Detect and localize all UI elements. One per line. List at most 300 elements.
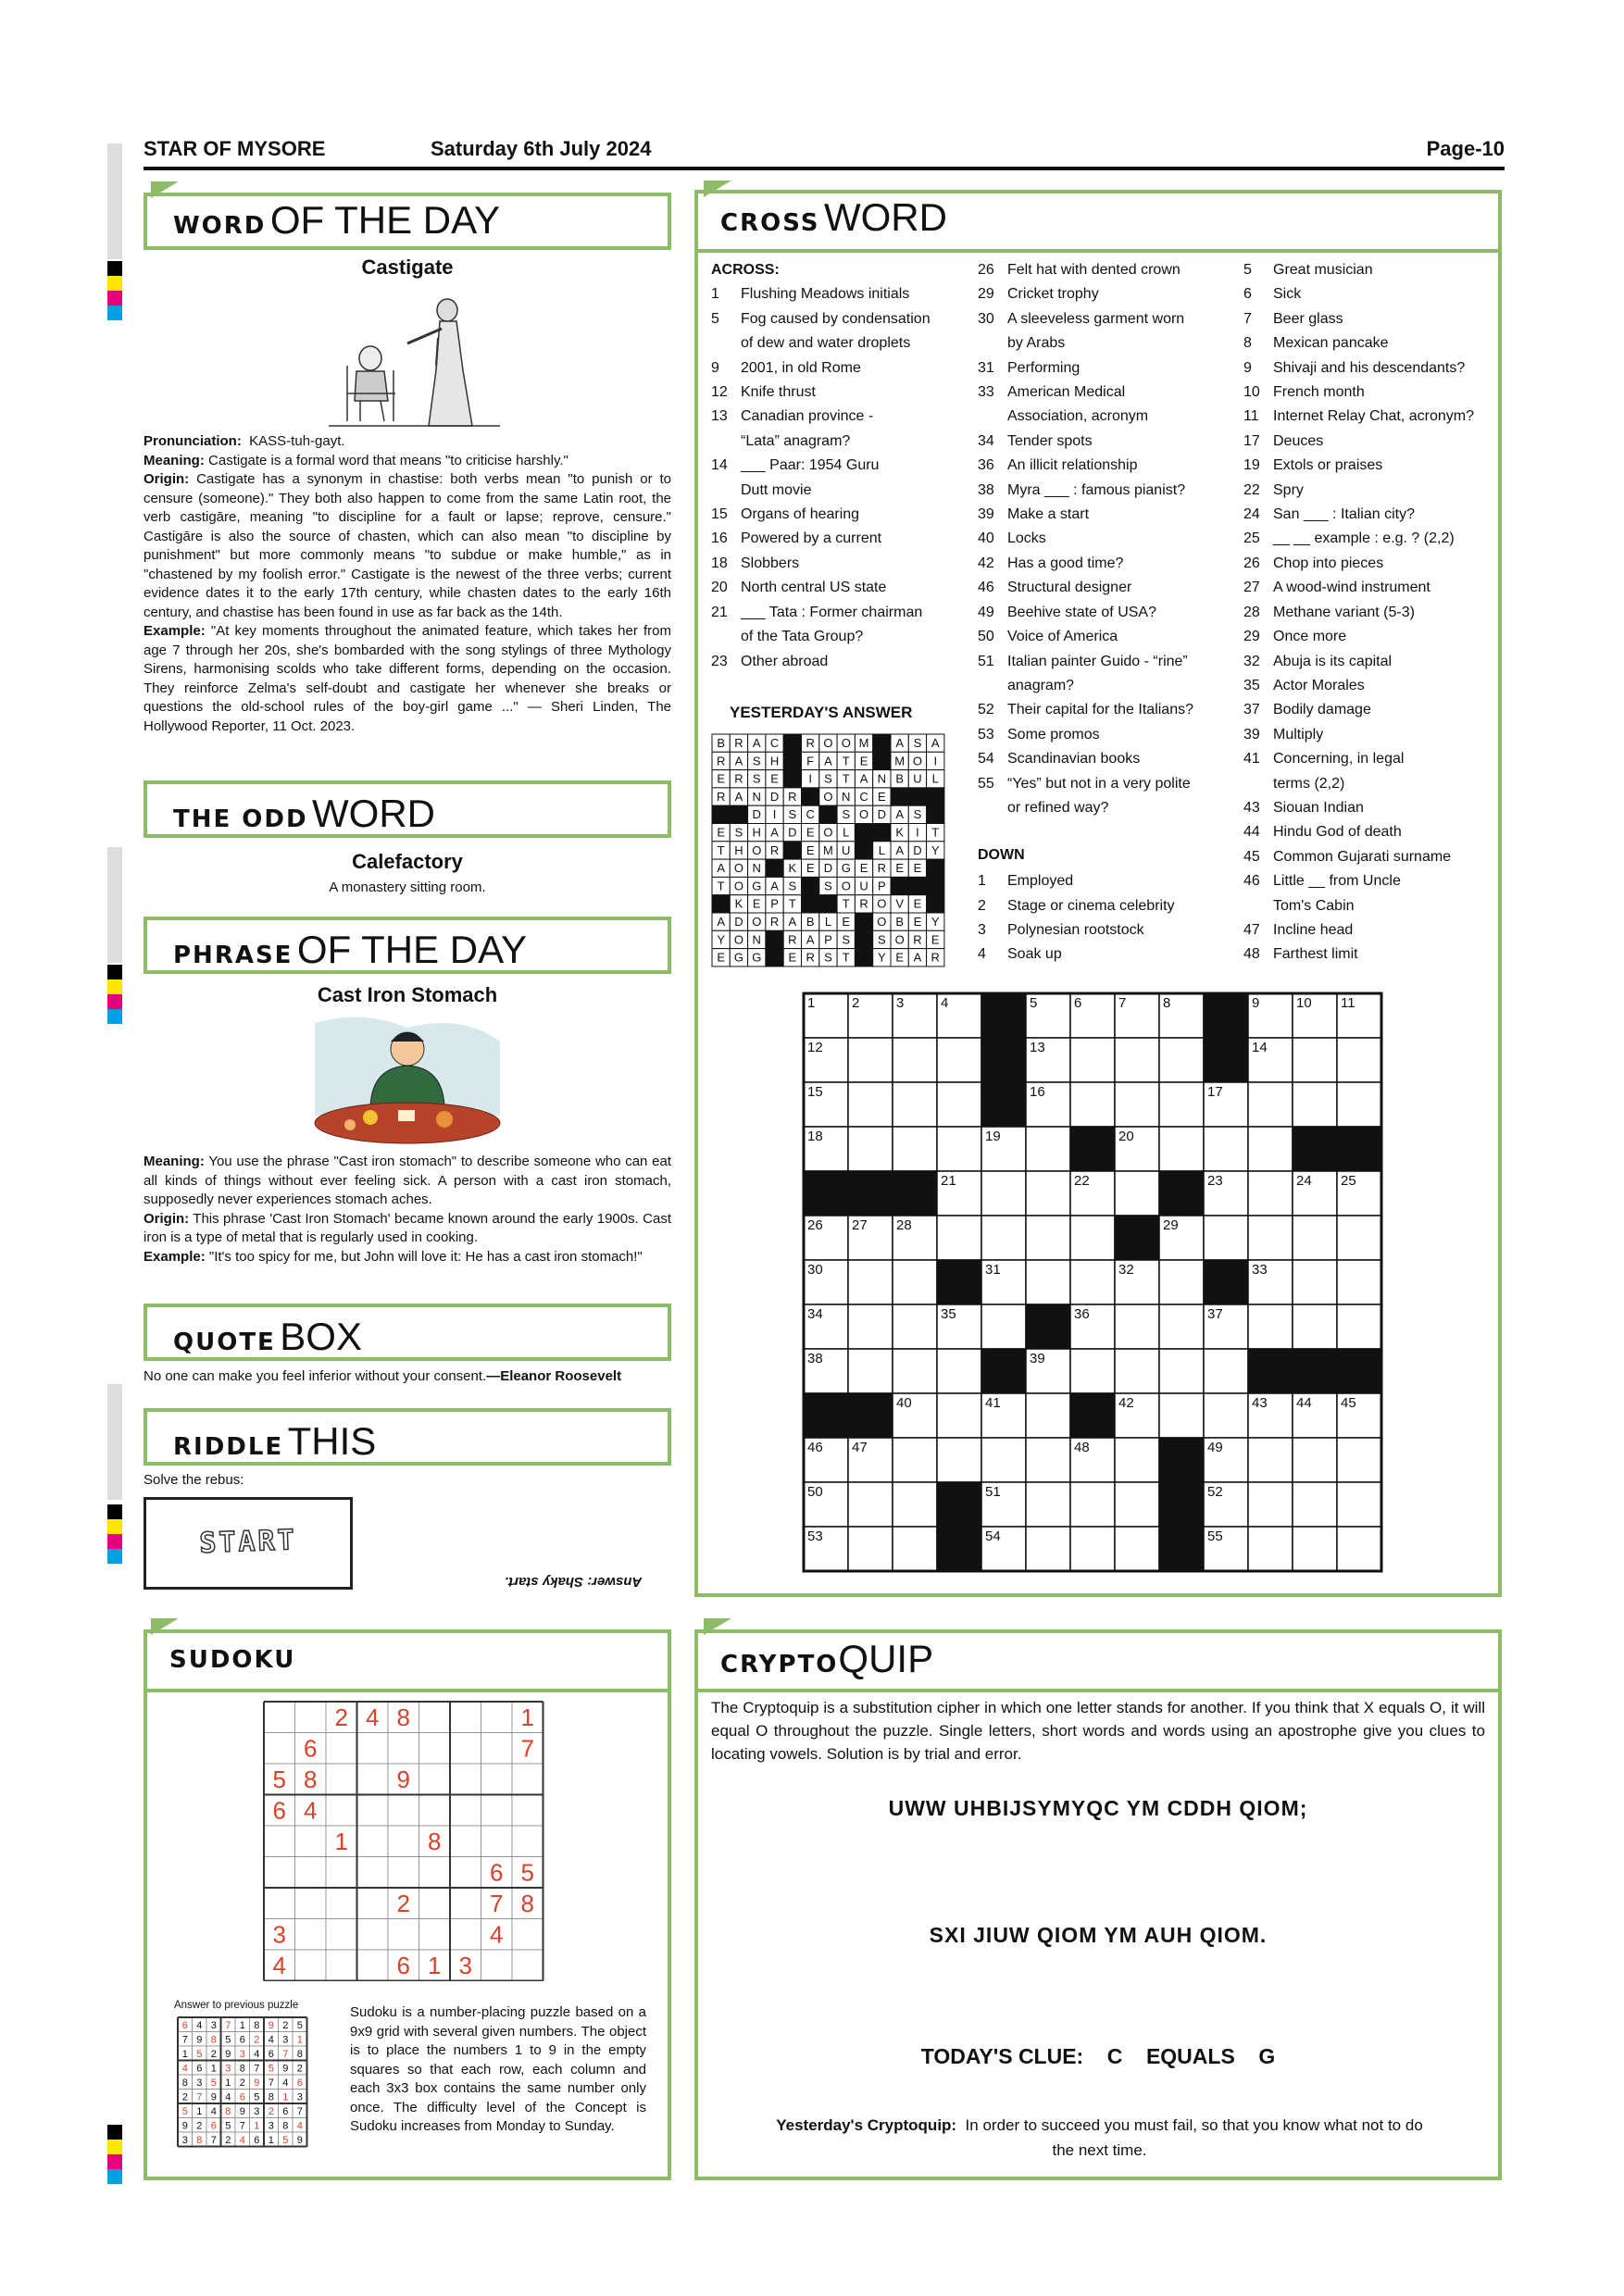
- clue-number: 26: [978, 262, 994, 278]
- meaning: Castigate is a formal word that means "to criticise harshly.": [208, 452, 568, 468]
- sudoku-digit: 7: [181, 2034, 188, 2046]
- crossword-cell[interactable]: [1204, 1393, 1248, 1438]
- crossword-cell[interactable]: [1070, 1216, 1115, 1260]
- crossword-cell[interactable]: [1115, 1171, 1159, 1216]
- crossword-cell[interactable]: [1337, 1038, 1381, 1082]
- crossword-cell[interactable]: [1204, 1216, 1248, 1260]
- clue-mixed: [978, 747, 1246, 771]
- cell-number: 5: [1030, 995, 1038, 1011]
- clue-text: Sick: [1273, 286, 1302, 303]
- sudoku-digit: 8: [196, 2135, 203, 2146]
- clue-number: 52: [978, 702, 994, 718]
- section-title-a: CROSS: [720, 209, 820, 237]
- crossword-cell[interactable]: [1248, 1304, 1293, 1349]
- sudoku-digit: 4: [196, 2020, 203, 2031]
- sudoku-digit: 6: [181, 2020, 188, 2031]
- crossword-cell[interactable]: [981, 1438, 1026, 1482]
- down-heading: DOWN: [978, 847, 1025, 863]
- answer-letter: O: [752, 915, 762, 929]
- answer-letter: O: [877, 896, 887, 911]
- clue-number: 10: [1243, 384, 1260, 401]
- clue-across: [711, 576, 952, 600]
- crossword-cell[interactable]: [1293, 1260, 1337, 1304]
- crossword-cell[interactable]: [1026, 1393, 1070, 1438]
- answer-letter: B: [806, 915, 815, 929]
- clue-down: [1243, 942, 1503, 967]
- cell-number: 42: [1118, 1395, 1134, 1411]
- sudoku-digit: 4: [210, 2106, 217, 2117]
- flag-decoration: [151, 181, 179, 198]
- answer-letter: H: [734, 842, 743, 857]
- clue-text: Spry: [1273, 481, 1304, 498]
- clue-text: Organs of hearing: [741, 506, 860, 523]
- crossword-cell[interactable]: [937, 1393, 981, 1438]
- cell-number: 36: [1074, 1306, 1090, 1322]
- crossword-cell[interactable]: [1248, 1216, 1293, 1260]
- riddle-answer: Answer: Shaky start.: [505, 1574, 643, 1590]
- clue-text: Other abroad: [741, 653, 829, 669]
- answer-letter: B: [717, 736, 725, 750]
- clue-number: 8: [1243, 335, 1252, 352]
- crossword-cell[interactable]: [1070, 1527, 1115, 1571]
- clue-text: by Arabs: [1007, 335, 1066, 352]
- answer-cell: [712, 805, 730, 823]
- clue-text: Their capital for the Italians?: [1007, 702, 1193, 718]
- crossword-cell[interactable]: [1115, 1082, 1159, 1127]
- cell-number: 54: [985, 1529, 1001, 1544]
- clue-text: Stage or cinema celebrity: [1007, 897, 1175, 914]
- answer-letter: R: [734, 736, 743, 750]
- clue-text: of the Tata Group?: [741, 629, 864, 645]
- meaning: You use the phrase "Cast iron stomach" to describe someone who can eat all kinds of things without ever feeling sick. A person with a cast iron stomach, supposedly never experiences stomach aches.: [144, 1154, 671, 1207]
- answer-letter: R: [716, 789, 726, 804]
- clue-number: 5: [1243, 262, 1252, 278]
- crossword-cell[interactable]: [1159, 1038, 1204, 1082]
- crossword-cell[interactable]: [893, 1438, 937, 1482]
- sudoku-cell: [357, 1919, 389, 1951]
- clue-text: “Yes” but not in a very polite: [1007, 775, 1191, 792]
- sudoku-digit: 1: [210, 2063, 217, 2075]
- sudoku-cell: [295, 1702, 327, 1733]
- answer-letter: E: [842, 915, 851, 929]
- clue-number: 2: [978, 897, 986, 914]
- crossword-cell[interactable]: [1026, 1171, 1070, 1216]
- flag-decoration: [704, 1618, 731, 1635]
- crossword-cell[interactable]: [1026, 1127, 1070, 1171]
- crossword-cell[interactable]: [1293, 1304, 1337, 1349]
- section-title-b: QUIP: [838, 1637, 934, 1680]
- answer-cell: [730, 805, 747, 823]
- sudoku-digit: 8: [181, 2078, 188, 2089]
- cell-number: 15: [807, 1084, 823, 1100]
- sudoku-cell: [357, 1857, 389, 1889]
- registration-cyan: [107, 306, 122, 320]
- answer-letter: R: [806, 736, 815, 750]
- crossword-cell[interactable]: [1293, 1216, 1337, 1260]
- crossword-cell[interactable]: [1115, 1349, 1159, 1393]
- clue-number: [978, 796, 1007, 820]
- crossword-cell[interactable]: [1337, 1260, 1381, 1304]
- phrase-title: Cast Iron Stomach: [317, 983, 498, 1006]
- answer-letter: O: [858, 807, 869, 822]
- clue-text: ___ Paar: 1954 Guru: [741, 457, 880, 474]
- crossword-cell[interactable]: [1159, 1082, 1204, 1127]
- sudoku-digit: 9: [254, 2078, 260, 2089]
- clue-number: 39: [1243, 726, 1260, 742]
- registration-black: [107, 261, 122, 276]
- sudoku-instructions: Sudoku is a number-placing puzzle based on a 9x9 grid with several given numbers. The object is to place the numbers 1 to 9 in the empty squares so that each row, each column and each 3x3 box contains the same number only once. The difficulty level of the Concept is Sudoku increases from Monday to Sunday.: [350, 2004, 646, 2134]
- registration-magenta: [107, 994, 122, 1009]
- clue-mixed: [978, 454, 1246, 478]
- clue-text: Employed: [1007, 873, 1074, 890]
- clue-text: Once more: [1273, 629, 1347, 645]
- sudoku-digit: 2: [225, 2135, 231, 2146]
- answer-letter: M: [894, 754, 906, 768]
- quote-text: [144, 1368, 681, 1384]
- sudoku-cell: [357, 1826, 389, 1857]
- sudoku-title-bar: [147, 1633, 668, 1692]
- sudoku-cell: [326, 1795, 357, 1827]
- sudoku-digit: 3: [458, 1952, 472, 1979]
- sudoku-digit: 3: [272, 1920, 286, 1949]
- crossword-cell[interactable]: [848, 1482, 893, 1527]
- crossword-cell[interactable]: [1159, 1393, 1204, 1438]
- crossword-cell[interactable]: [1026, 1260, 1070, 1304]
- sudoku-digit: 9: [210, 2091, 217, 2103]
- sudoku-digit: 4: [490, 1920, 504, 1949]
- sudoku-cell: [419, 1888, 451, 1919]
- answer-cell: [873, 734, 891, 752]
- answer-letter: M: [823, 842, 833, 857]
- crossword-cell[interactable]: [1337, 1216, 1381, 1260]
- clue-number: 53: [978, 726, 994, 742]
- crossword-cell[interactable]: [937, 1216, 981, 1260]
- crossword-cell[interactable]: [1070, 1082, 1115, 1127]
- crossword-cell[interactable]: [1159, 1260, 1204, 1304]
- sudoku-digit: 7: [196, 2091, 203, 2103]
- clue-text: Beer glass: [1273, 310, 1343, 327]
- answer-letter: A: [806, 932, 815, 947]
- sudoku-digit: 1: [296, 2034, 303, 2046]
- crossword-cell[interactable]: [1204, 1349, 1248, 1393]
- sudoku-cell: [419, 1857, 451, 1889]
- cell-number: 4: [941, 995, 949, 1011]
- crossword-cell[interactable]: [893, 1127, 937, 1171]
- answer-letter: A: [788, 915, 797, 929]
- clue-down: [1243, 356, 1503, 381]
- crossword-cell[interactable]: [1293, 1038, 1337, 1082]
- sudoku-digit: 5: [181, 2106, 188, 2117]
- clue-text: Fog caused by condensation: [741, 310, 931, 327]
- crossword-cell[interactable]: [893, 1260, 937, 1304]
- clue-down: [1243, 503, 1503, 527]
- crossword-cell[interactable]: [937, 1127, 981, 1171]
- clue-number: 17: [1243, 432, 1260, 449]
- crossword-cell[interactable]: [848, 1038, 893, 1082]
- answer-letter: Y: [878, 950, 886, 965]
- cell-number: 6: [1074, 995, 1082, 1011]
- cell-number: 11: [1341, 995, 1355, 1011]
- cell-number: 2: [852, 995, 860, 1011]
- sudoku-digit: 1: [282, 2091, 289, 2103]
- clue-text: Multiply: [1273, 726, 1324, 742]
- answer-letter: E: [770, 771, 779, 786]
- sudoku-digit: 4: [366, 1703, 380, 1731]
- answer-letter: A: [752, 736, 761, 750]
- crossword-cell[interactable]: [893, 1349, 937, 1393]
- clue-number: 45: [1243, 848, 1260, 865]
- crossword-cell[interactable]: [893, 1082, 937, 1127]
- answer-letter: S: [734, 825, 743, 840]
- sudoku-digit: 1: [239, 2020, 245, 2031]
- answer-letter: I: [772, 807, 777, 822]
- crossword-cell[interactable]: [848, 1082, 893, 1127]
- clue-mixed: [978, 625, 1246, 649]
- sudoku-cell: [450, 1795, 481, 1827]
- crossword-cell: [1204, 993, 1248, 1038]
- clue-number: 37: [1243, 702, 1260, 718]
- crossword-cell[interactable]: [1248, 1482, 1293, 1527]
- crossword-cell[interactable]: [1337, 1482, 1381, 1527]
- answer-letter: E: [913, 896, 922, 911]
- clue-text: Extols or praises: [1273, 457, 1383, 474]
- crossword-cell[interactable]: [1026, 1438, 1070, 1482]
- registration-cyan: [107, 2169, 122, 2184]
- clue-number: 7: [1243, 310, 1252, 327]
- clue-across: [711, 625, 952, 649]
- clue-number: 5: [711, 310, 719, 327]
- crossword-cell[interactable]: [937, 1082, 981, 1127]
- clue-text: Great musician: [1273, 262, 1373, 278]
- crossword-cell[interactable]: [937, 1038, 981, 1082]
- crossword-cell[interactable]: [1026, 1482, 1070, 1527]
- crossword-cell[interactable]: [1115, 1527, 1159, 1571]
- sudoku-digit: 8: [282, 2120, 289, 2132]
- crossword-cell[interactable]: [1293, 1527, 1337, 1571]
- cell-number: 33: [1252, 1262, 1268, 1278]
- crossword-cell[interactable]: [893, 1527, 937, 1571]
- clue-number: 44: [1243, 824, 1260, 841]
- crossword-cell[interactable]: [1293, 1482, 1337, 1527]
- crossword-cell[interactable]: [1337, 1082, 1381, 1127]
- answer-letter: A: [734, 754, 743, 768]
- crossword-cell[interactable]: [1293, 1082, 1337, 1127]
- cell-number: 45: [1341, 1395, 1356, 1411]
- crossword-cell[interactable]: [981, 1216, 1026, 1260]
- sudoku-cell: [295, 1826, 327, 1857]
- clue-across: [711, 552, 952, 576]
- clue-number: 25: [1243, 530, 1260, 547]
- answer-letter: C: [806, 807, 815, 822]
- crossword-cell[interactable]: [1248, 1438, 1293, 1482]
- registration-yellow: [107, 276, 122, 291]
- sudoku-digit: 7: [296, 2106, 303, 2117]
- crossword-cell[interactable]: [1204, 1127, 1248, 1171]
- example: "At key moments throughout the animated feature, which takes her from age 7 through her 20s, she's bombarded with the song stylings of three Mythology Sirens, harmonising scolds who take different forms, depending on the occasion. They reinforce Zelma's self-doubt and castigate her whenever she breaks or questions the old-school rules of the boy-girl game ..." — Sheri Linden, The Hollywood Reporter, 11 Oct. 2023.: [144, 623, 672, 734]
- sudoku-digit: 5: [210, 2078, 217, 2089]
- crossword-cell[interactable]: [1115, 1038, 1159, 1082]
- clue-down: [1243, 552, 1503, 576]
- answer-letter: N: [752, 861, 761, 876]
- answer-cell: [927, 895, 944, 913]
- sudoku-cell: [450, 1826, 481, 1857]
- clue-text: A wood-wind instrument: [1273, 580, 1430, 596]
- sudoku-digit: 9: [196, 2034, 203, 2046]
- crossword-cell[interactable]: [1159, 1349, 1204, 1393]
- clue-number: 54: [978, 751, 994, 767]
- crossword-cell: [1115, 1216, 1159, 1260]
- cell-number: 24: [1296, 1173, 1312, 1189]
- clue-text: Powered by a current: [741, 530, 882, 547]
- crossword-cell[interactable]: [1115, 1304, 1159, 1349]
- clue-number: 11: [1243, 408, 1259, 425]
- crossword-cell[interactable]: [1070, 1260, 1115, 1304]
- clue-across: [711, 430, 952, 454]
- sudoku-digit: 6: [490, 1858, 504, 1887]
- cryptoquip-intro: The Cryptoquip is a substitution cipher in which one letter stands for another. If you think that X equals O, it will equal O throughout the puzzle. Single letters, short words and words using an apostrophe give you clues to locating vowels. Solution is by trial and error.: [711, 1699, 1485, 1763]
- sudoku-grid[interactable]: [262, 1700, 549, 1981]
- answer-cell: [766, 949, 783, 967]
- sudoku-digit: 5: [296, 2020, 303, 2031]
- cell-number: 47: [852, 1440, 868, 1455]
- crossword-cell[interactable]: [1337, 1438, 1381, 1482]
- clues-down-col3: [1243, 258, 1503, 967]
- sudoku-digit: 2: [334, 1703, 348, 1731]
- answer-letter: N: [842, 789, 851, 804]
- answer-letter: D: [823, 861, 833, 876]
- crossword-cell[interactable]: [1337, 1304, 1381, 1349]
- clue-text: French month: [1273, 384, 1365, 401]
- issue-date: Saturday 6th July 2024: [431, 137, 652, 160]
- sudoku-digit: 2: [196, 2120, 203, 2132]
- crossword-cell[interactable]: [1070, 1349, 1115, 1393]
- crossword-cell[interactable]: [1026, 1527, 1070, 1571]
- crossword-cell: [1204, 1260, 1248, 1304]
- sudoku-cell: [264, 1733, 295, 1765]
- clue-across: [711, 479, 952, 503]
- answer-letter: P: [878, 879, 886, 893]
- answer-letter: A: [931, 736, 940, 750]
- registration-magenta: [107, 2154, 122, 2169]
- cell-number: 21: [941, 1173, 956, 1189]
- crossword-cell[interactable]: [937, 1438, 981, 1482]
- answer-letter: O: [841, 879, 851, 893]
- answer-cell: [802, 788, 819, 805]
- clue-down: [1243, 625, 1503, 649]
- sudoku-cell: [512, 1764, 543, 1795]
- registration-magenta: [107, 1534, 122, 1549]
- crossword-cell[interactable]: [893, 1482, 937, 1527]
- answer-letter: N: [752, 932, 761, 947]
- crossword-cell[interactable]: [1337, 1527, 1381, 1571]
- answer-letter: S: [752, 771, 761, 786]
- cell-number: 12: [807, 1040, 823, 1055]
- crossword-cell[interactable]: [1248, 1082, 1293, 1127]
- answer-letter: O: [823, 736, 833, 750]
- sudoku-digit: 8: [304, 1766, 318, 1793]
- crossword-cell[interactable]: [1159, 1127, 1204, 1171]
- sudoku-digit: 7: [520, 1734, 534, 1763]
- crossword-grid[interactable]: [801, 991, 1384, 1574]
- section-title-b: WORD: [823, 195, 947, 239]
- crossword-cell[interactable]: [893, 1038, 937, 1082]
- clues-across-col1: [711, 258, 952, 674]
- clue-down: [1243, 869, 1503, 893]
- crossword-cell[interactable]: [981, 1171, 1026, 1216]
- quote: No one can make you feel inferior without your consent.: [144, 1368, 487, 1384]
- crossword-cell[interactable]: [848, 1349, 893, 1393]
- crossword-cell[interactable]: [937, 1349, 981, 1393]
- answer-letter: T: [842, 896, 850, 911]
- answer-letter: C: [769, 736, 780, 750]
- clue-mixed: [978, 503, 1246, 527]
- sudoku-digit: 9: [225, 2049, 231, 2060]
- crossword-cell[interactable]: [1248, 1127, 1293, 1171]
- cell-number: 29: [1163, 1217, 1179, 1233]
- clue-across: [711, 331, 952, 356]
- cryptoquip-line-2: SXI JIUW QIOM YM AUH QIOM.: [929, 1923, 1268, 1947]
- sudoku-cell: [264, 1826, 295, 1857]
- answer-letter: R: [716, 754, 726, 768]
- answer-letter: G: [841, 861, 851, 876]
- crossword-cell[interactable]: [1115, 1482, 1159, 1527]
- crossword-cell[interactable]: [1248, 1527, 1293, 1571]
- crossword-cell[interactable]: [1159, 1304, 1204, 1349]
- answer-letter: A: [824, 754, 832, 768]
- answer-letter: L: [931, 771, 939, 786]
- clue-number: 38: [978, 481, 994, 498]
- crossword-cell[interactable]: [1070, 1482, 1115, 1527]
- answer-letter: H: [752, 825, 761, 840]
- clue-mixed: [978, 381, 1246, 405]
- crossword-cell[interactable]: [1115, 1438, 1159, 1482]
- sudoku-digit: 8: [254, 2020, 260, 2031]
- clue-number: 32: [1243, 653, 1260, 669]
- sudoku-digit: 5: [225, 2120, 231, 2132]
- cell-number: 53: [807, 1529, 823, 1544]
- crossword-cell[interactable]: [981, 1304, 1026, 1349]
- word-of-day-title-box: [144, 193, 671, 250]
- answer-letter: P: [824, 932, 832, 947]
- crossword-cell[interactable]: [1026, 1216, 1070, 1260]
- answer-letter: N: [752, 789, 761, 804]
- sudoku-digit: 2: [282, 2020, 289, 2031]
- crossword-cell[interactable]: [848, 1304, 893, 1349]
- sudoku-cell: [450, 1888, 481, 1919]
- clue-number: 14: [711, 457, 728, 474]
- sudoku-cell: [295, 1888, 327, 1919]
- crossword-cell[interactable]: [848, 1527, 893, 1571]
- sudoku-digit: 3: [296, 2091, 303, 2103]
- crossword-cell[interactable]: [848, 1127, 893, 1171]
- clue-text: Knife thrust: [741, 384, 816, 401]
- answer-cell: [783, 752, 801, 769]
- clue-number: [1243, 894, 1273, 918]
- crossword-cell[interactable]: [1248, 1171, 1293, 1216]
- clue-text: Soak up: [1007, 946, 1062, 963]
- sudoku-digit: 7: [225, 2020, 231, 2031]
- answer-letter: S: [752, 754, 761, 768]
- answer-letter: S: [824, 771, 832, 786]
- sudoku-cell: [419, 1702, 451, 1733]
- crossword-cell[interactable]: [1293, 1438, 1337, 1482]
- crossword-cell[interactable]: [893, 1304, 937, 1349]
- cell-number: 48: [1074, 1440, 1090, 1455]
- sudoku-digit: 1: [268, 2135, 274, 2146]
- crossword-cell[interactable]: [848, 1260, 893, 1304]
- answer-letter: L: [824, 915, 832, 929]
- crossword-cell[interactable]: [1070, 1038, 1115, 1082]
